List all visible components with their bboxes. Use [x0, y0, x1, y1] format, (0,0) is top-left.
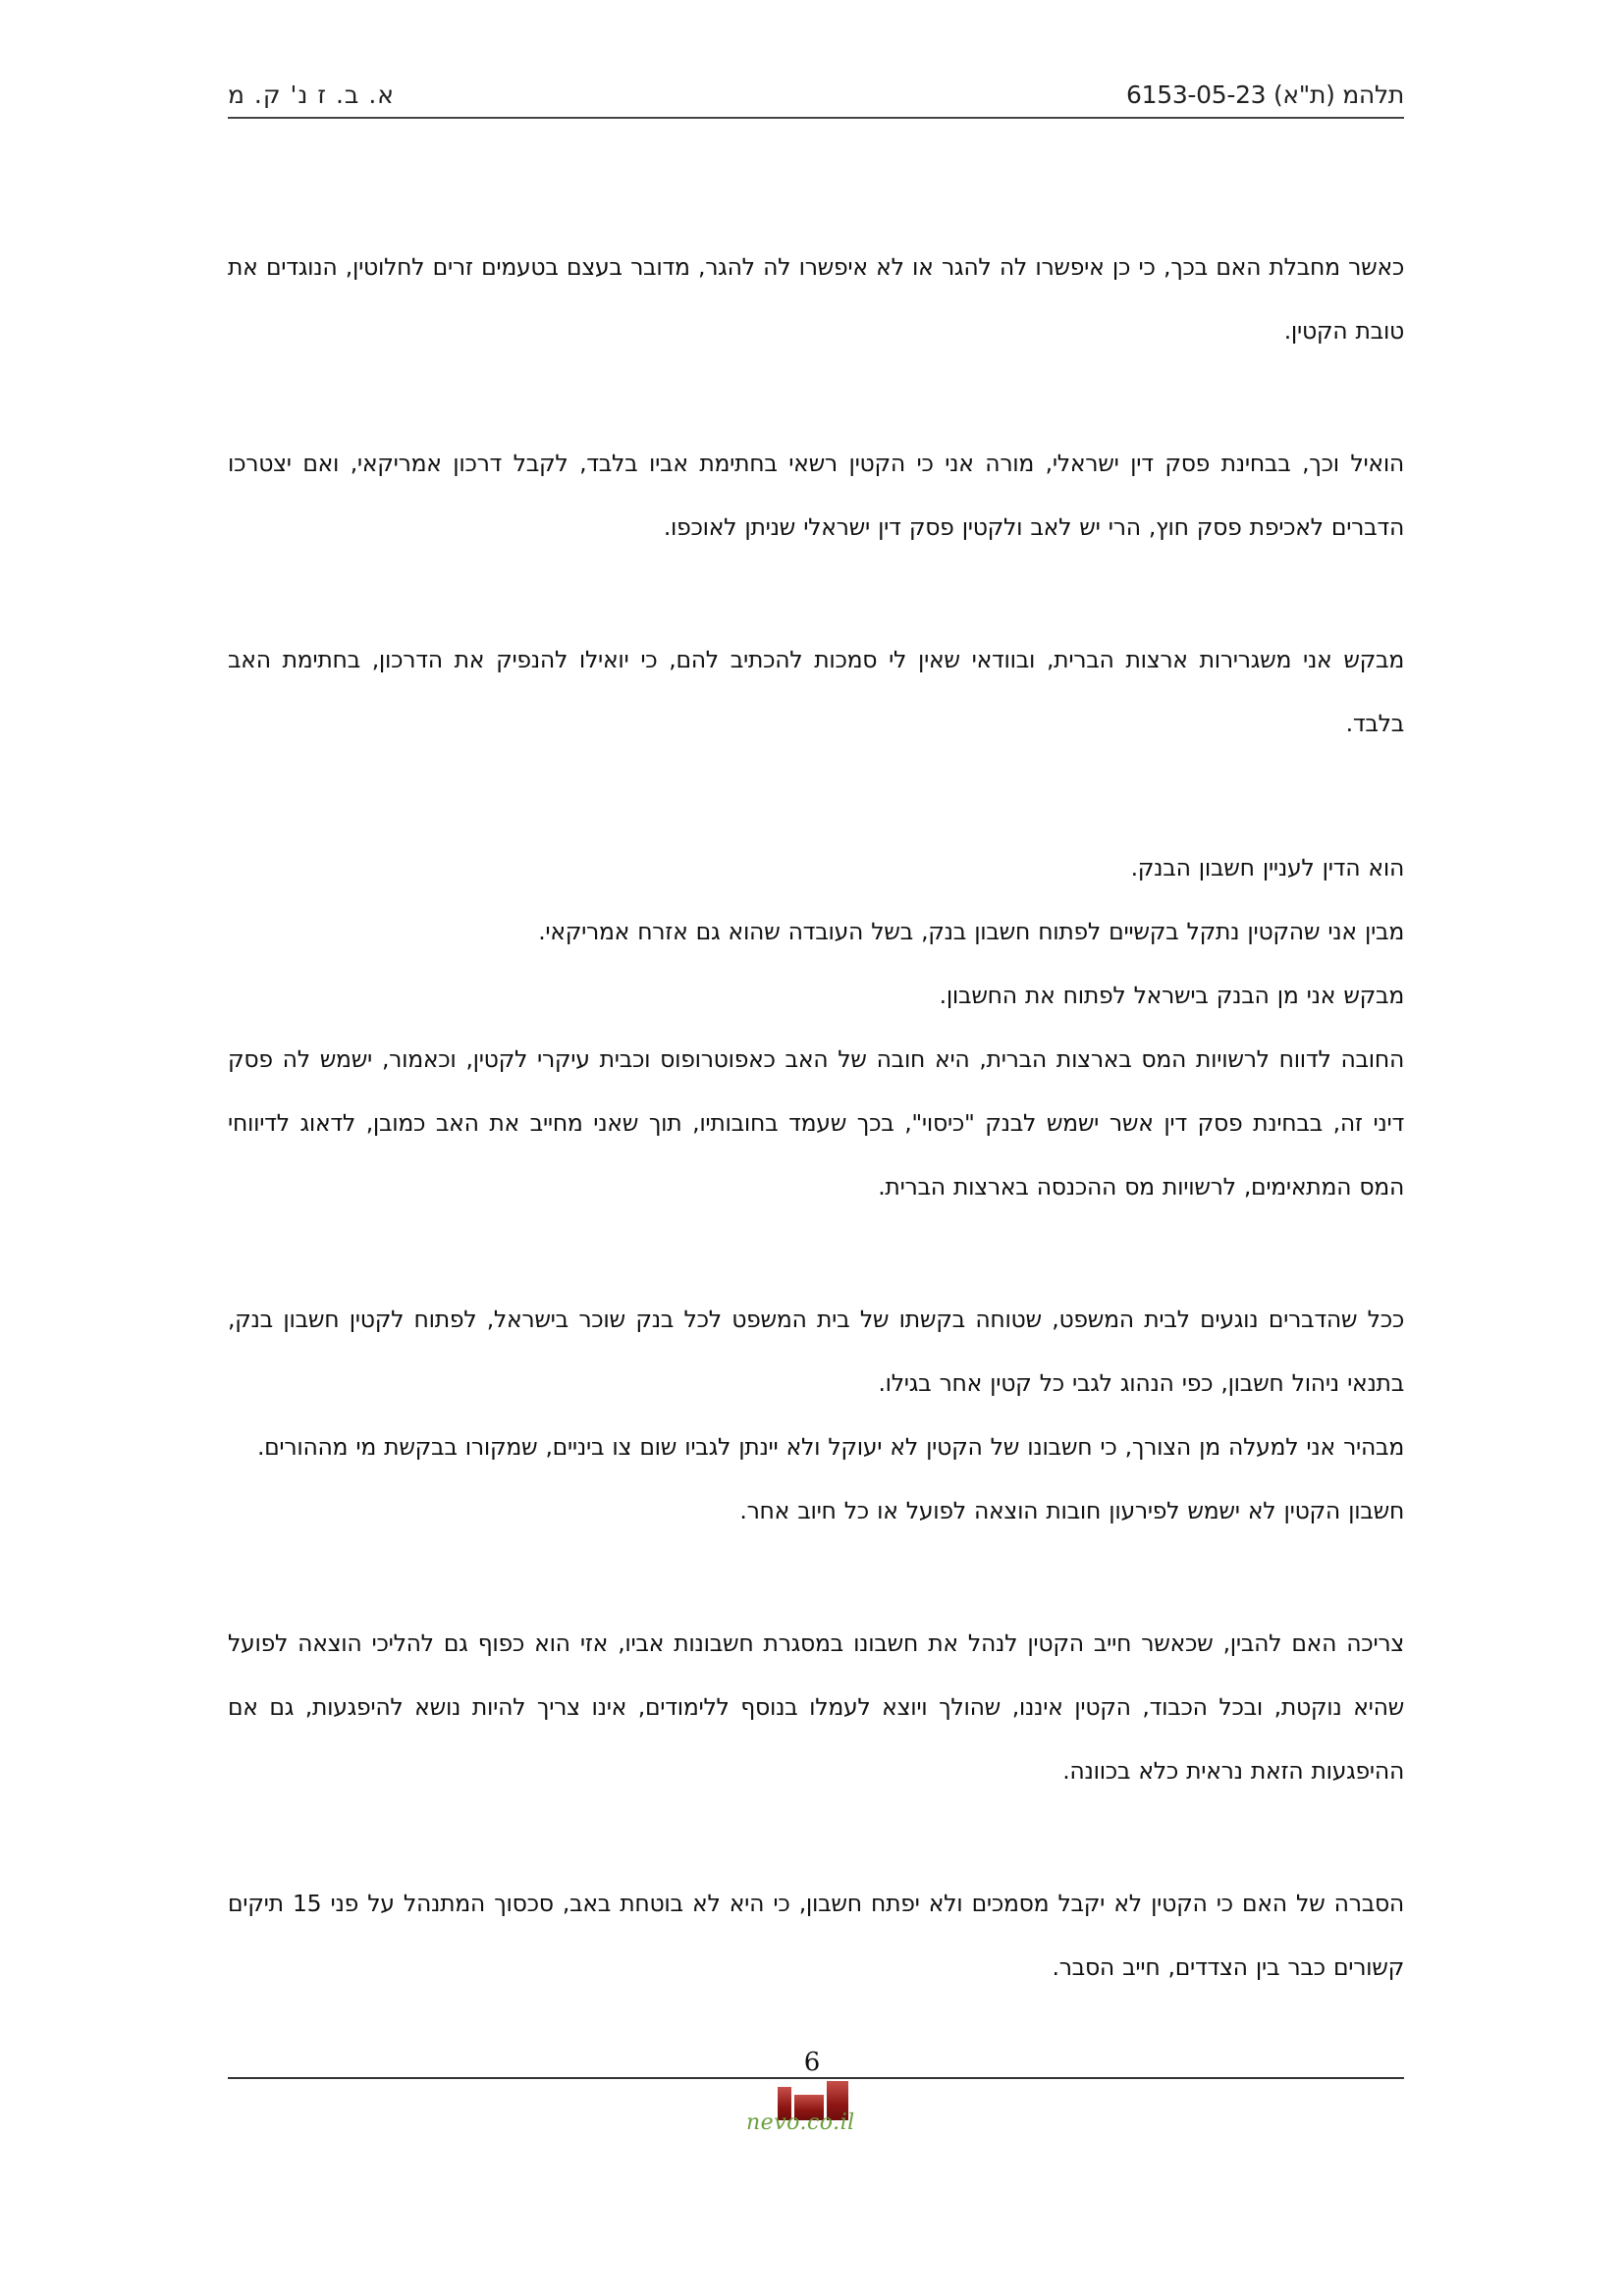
paragraph: מבקש אני משגרירות ארצות הברית, ובוודאי שאין לי סמכות להכתיב להם, כי יואילו להנפיק את הדרכון, בחתימת האב בלבד. [228, 646, 1404, 737]
page-header [228, 80, 1404, 110]
case-number: תלהמ (ת"א) 6153-05-23 [1126, 80, 1404, 109]
paragraph: צריכה האם להבין, שכאשר חייב הקטין לנהל את חשבונו במסגרת חשבונות אביו, אזי הוא כפוף גם להליכי הוצאה לפועל שהיא נוקטת, ובכל הכבוד, הקטין איננו, שהולך ויוצא לעמלו בנוסף ללימודים, אינו צריך להיות נושא להיפגעות, גם אם ההיפגעות הזאת נראית כלא בכוונה. [228, 1629, 1404, 1785]
page-number: 6 [803, 2048, 821, 2077]
nevo-logo [746, 2081, 874, 2140]
paragraph: הסברה של האם כי הקטין לא יקבל מסמכים ולא יפתח חשבון, כי היא לא בוטחת באב, סכסוך המתנהל על פני 15 תיקים קשורים כבר בין הצדדים, חייב הסבר. [228, 1890, 1404, 1981]
paragraph: החובה לדווח לרשויות המס בארצות הברית, היא חובה של האב כאפוטרופוס וכבית עיקרי לקטין, וכאמור, ישמש לה פסק דיני זה, בבחינת פסק דין אשר ישמש לבנק "כיסוי", בכך שעמד בחובותיו, תוך שאני מחייב את האב כמובן, לדאוג לדיווחי המס המתאימים, לרשויות מס ההכנסה בארצות הברית. [228, 1045, 1404, 1201]
paragraph: הוא הדין לעניין חשבון הבנק. [1130, 854, 1404, 881]
case-parties: א. ב. ז נ' ק. מ [228, 80, 395, 109]
paragraph: ככל שהדברים נוגעים לבית המשפט, שטוחה בקשתו של בית המשפט לכל בנק שוכר בישראל, לפתוח לקטין חשבון בנק, בתנאי ניהול חשבון, כפי הנהוג לגבי כל קטין אחר בגילו. [228, 1306, 1404, 1397]
paragraph: מבין אני שהקטין נתקל בקשיים לפתוח חשבון בנק, בשל העובדה שהוא גם אזרח אמריקאי. [538, 918, 1404, 945]
footer-divider [228, 2077, 1404, 2079]
paragraph: חשבון הקטין לא ישמש לפירעון חובות הוצאה לפועל או כל חיוב אחר. [739, 1497, 1404, 1524]
paragraph: הואיל וכך, בבחינת פסק דין ישראלי, מורה אני כי הקטין רשאי בחתימת אביו בלבד, לקבל דרכון אמריקאי, ואם יצטרכו הדברים לאכיפת פסק חוץ, הרי יש לאב ולקטין פסק דין ישראלי שניתן לאוכפו. [228, 450, 1404, 541]
document-body [228, 236, 1404, 2000]
nevo-logo-url: nevo.co.il [746, 2110, 855, 2135]
paragraph: כאשר מחבלת האם בכך, כי כן איפשרו לה להגר או לא איפשרו לה להגר, מדובר בעצם בטעמים זרים לחלוטין, הנוגדים את טובת הקטין. [228, 253, 1404, 345]
paragraph: מבקש אני מן הבנק בישראל לפתוח את החשבון. [939, 982, 1404, 1009]
paragraph: מבהיר אני למעלה מן הצורך, כי חשבונו של הקטין לא יעוקל ולא יינתן לגביו שום צו ביניים, שמקורו בבקשת מי מההורים. [256, 1433, 1404, 1461]
header-divider [228, 117, 1404, 119]
